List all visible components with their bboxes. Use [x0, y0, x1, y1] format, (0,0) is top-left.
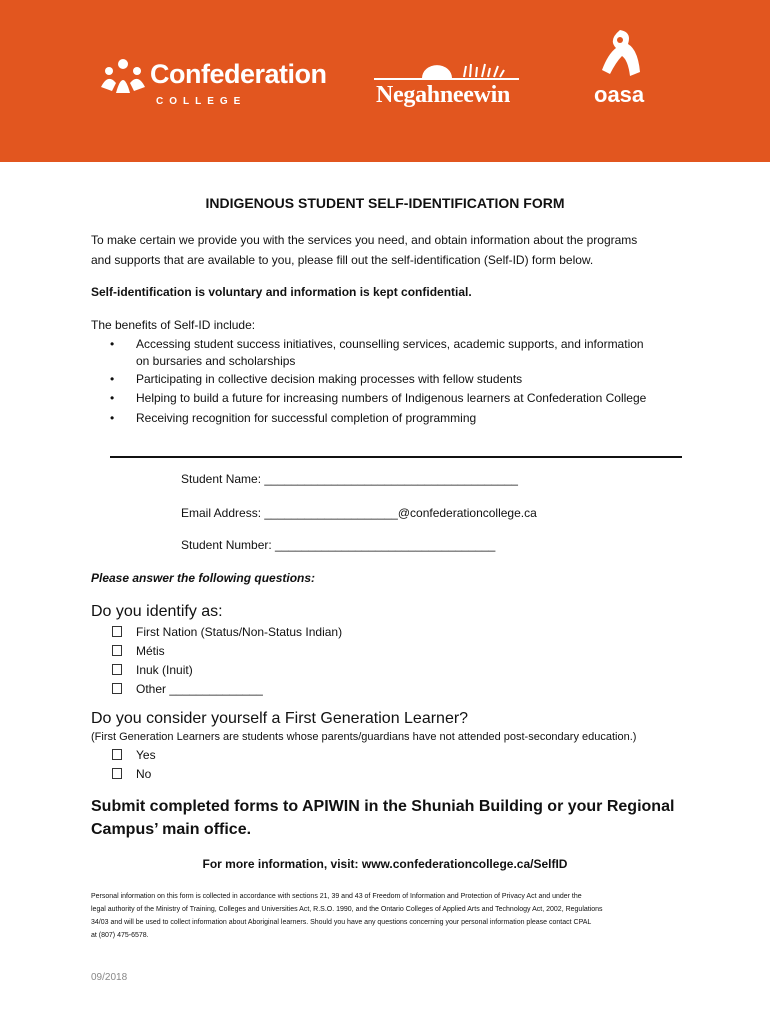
bullet-icon: • — [110, 411, 115, 425]
more-info-link[interactable]: For more information, visit: www.confederationcollege.ca/SelfID — [202, 857, 568, 871]
identify-options — [112, 623, 342, 699]
option-first-nation[interactable]: First Nation (Status/Non-Status Indian) — [112, 623, 342, 642]
figure-icon — [598, 28, 646, 80]
people-circle-icon — [98, 57, 148, 97]
header-banner — [0, 0, 770, 162]
college-wordmark: COLLEGE — [156, 96, 247, 107]
negahneewin-logo — [374, 58, 519, 118]
form-date: 09/2018 — [91, 972, 128, 983]
checkbox[interactable] — [112, 768, 122, 779]
checkbox[interactable] — [112, 749, 122, 760]
intro-line-1: To make certain we provide you with the services you need, and obtain information about the programs — [91, 233, 638, 247]
confidential-notice: Self-identification is voluntary and information is kept confidential. — [91, 285, 472, 299]
email-field[interactable]: Email Address: ____________________@confederationcollege.ca — [181, 506, 537, 520]
first-generation-note: (First Generation Learners are students whose parents/guardians have not attended post-secondary education.) — [91, 731, 637, 743]
option-other[interactable]: Other ______________ — [112, 680, 342, 699]
option-inuk[interactable]: Inuk (Inuit) — [112, 661, 342, 680]
bullet-icon: • — [110, 391, 115, 405]
oasa-logo — [592, 28, 652, 108]
checkbox[interactable] — [112, 683, 122, 694]
intro-text — [91, 231, 691, 270]
divider — [110, 456, 682, 458]
privacy-notice: Personal information on this form is collected in accordance with sections 21, 39 and 43 of Freedom of Information and Protection of Privacy Act and under the legal authority of the Ministry of Training, Colleges and Universities Act, R.S.O. 1990, and the Ontario Colleges of Applied Arts and Technology Act, 2002, Regulations 34/03 and will be used to collect information about Aboriginal learners. Should you have any questions concerning your personal information please contact CPAL at (807) 475-6578. — [91, 893, 603, 939]
intro-line-2: and supports that are available to you, please fill out the self-identification (Self-ID) form below. — [91, 252, 594, 267]
confederation-wordmark: Confederation — [150, 59, 327, 89]
student-number-field[interactable]: Student Number: _________________________________ — [181, 538, 496, 552]
question-identify: Do you identify as: — [91, 603, 223, 620]
form-title: INDIGENOUS STUDENT SELF-IDENTIFICATION FORM — [205, 195, 565, 211]
confederation-college-logo — [98, 55, 338, 115]
question-first-generation: Do you consider yourself a First Generation Learner? — [91, 710, 469, 727]
checkbox[interactable] — [112, 626, 122, 637]
submit-line-2: Campus’ main office. — [91, 821, 252, 838]
benefits-intro: The benefits of Self-ID include: — [91, 318, 256, 332]
oasa-wordmark: oasa — [594, 82, 645, 107]
bullet-icon: • — [110, 372, 115, 386]
student-name-field[interactable]: Student Name: ______________________________________ — [181, 472, 518, 486]
option-yes[interactable]: Yes — [112, 746, 156, 765]
submit-instructions — [91, 795, 691, 841]
bullet-icon: • — [110, 337, 115, 351]
option-no[interactable]: No — [112, 765, 156, 784]
negahneewin-wordmark: Negahneewin — [376, 82, 511, 108]
first-generation-options — [112, 746, 156, 784]
option-metis[interactable]: Métis — [112, 642, 342, 661]
checkbox[interactable] — [112, 645, 122, 656]
questions-heading: Please answer the following questions: — [91, 571, 316, 585]
submit-line-1: Submit completed forms to APIWIN in the Shuniah Building or your Regional — [91, 798, 675, 815]
checkbox[interactable] — [112, 664, 122, 675]
